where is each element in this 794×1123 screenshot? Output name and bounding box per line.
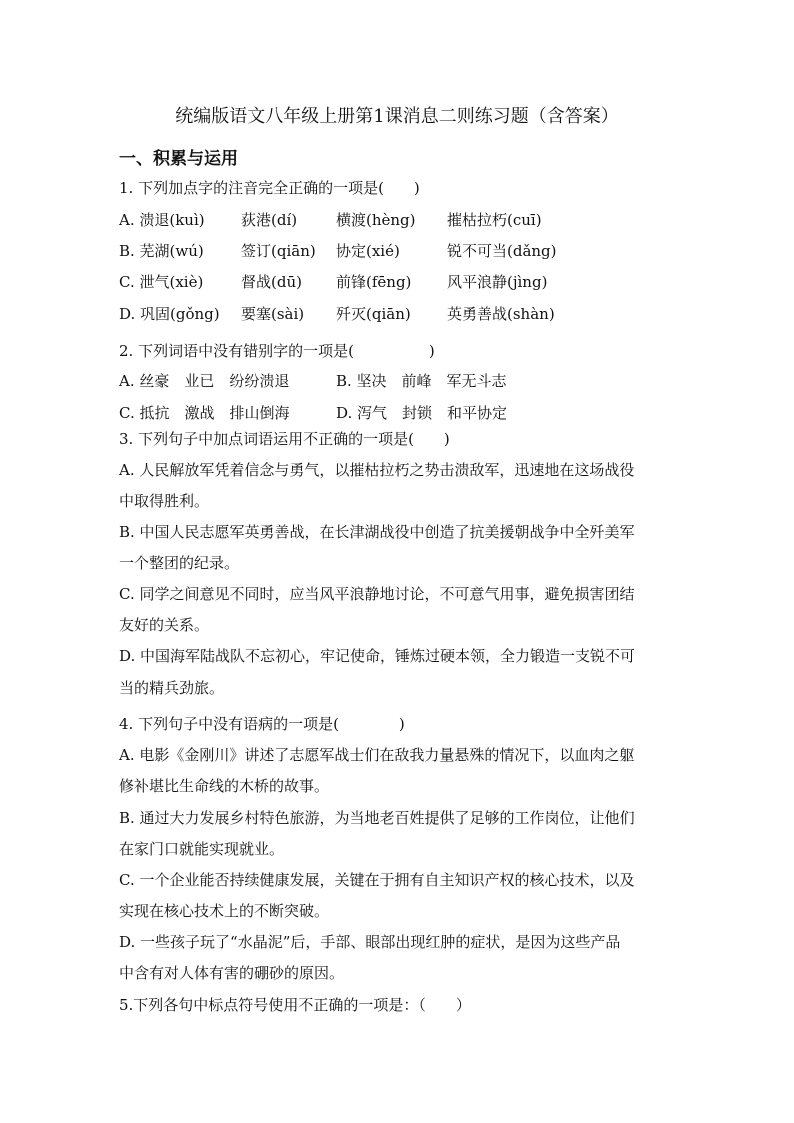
q4-option-b-line2: 在家门口就能实现就业。 — [119, 840, 285, 858]
q2-option-c: C. 抵抗 激战 排山倒海 — [119, 404, 290, 422]
q3-option-a-line2: 中取得胜利。 — [119, 492, 210, 510]
question-4-stem: 4. 下列句子中没有语病的一项是( ) — [119, 715, 405, 733]
q4-option-a-line1: A. 电影《金刚川》讲述了志愿军战士们在敌我力量悬殊的情况下，以血肉之躯 — [119, 746, 635, 764]
page-title: 统编版语文八年级上册第1课消息二则练习题（含答案） — [175, 106, 619, 127]
q2-option-a: A. 丝豪 业已 纷纷溃退 — [119, 372, 290, 390]
question-2-stem: 2. 下列词语中没有错别字的一项是( ) — [119, 342, 435, 360]
q4-option-d-line1: D. 一些孩子玩了“水晶泥”后，手部、眼部出现红肿的症状，是因为这些产品 — [119, 933, 621, 951]
q1-option-d-2: 要塞(sài) — [241, 305, 305, 323]
q1-option-c-3: 前锋(fēng) — [336, 273, 412, 291]
q2-option-b: B. 坚决 前峰 军无斗志 — [336, 372, 507, 390]
q1-option-a-4: 摧枯拉朽(cuī) — [447, 211, 542, 229]
q1-option-b-1: B. 芜湖(wú) — [119, 242, 204, 260]
q3-option-b-line2: 一个整团的纪录。 — [119, 554, 240, 572]
q4-option-c-line2: 实现在核心技术上的不断突破。 — [119, 902, 330, 920]
q3-option-c-line2: 友好的关系。 — [119, 616, 210, 634]
q1-option-d-4: 英勇善战(shàn) — [447, 305, 555, 323]
question-5-stem: 5.下列各句中标点符号使用不正确的一项是：（ ） — [119, 996, 471, 1014]
question-3-stem: 3. 下列句子中加点词语运用不正确的一项是( ) — [119, 430, 450, 448]
q4-option-b-line1: B. 通过大力发展乡村特色旅游，为当地老百姓提供了足够的工作岗位，让他们 — [119, 809, 635, 827]
question-1-stem: 1. 下列加点字的注音完全正确的一项是( ) — [119, 179, 420, 197]
q4-option-a-line2: 修补堪比生命线的木桥的故事。 — [119, 777, 330, 795]
q1-option-a-2: 荻港(dí) — [241, 211, 298, 229]
q4-option-c-line1: C. 一个企业能否持续健康发展，关键在于拥有自主知识产权的核心技术，以及 — [119, 871, 635, 889]
q3-option-c-line1: C. 同学之间意见不同时，应当风平浪静地讨论，不可意气用事，避免损害团结 — [119, 585, 635, 603]
q3-option-d-line2: 当的精兵劲旅。 — [119, 679, 225, 697]
q1-option-b-4: 锐不可当(dǎng) — [447, 242, 557, 260]
q1-option-d-3: 歼灭(qiān) — [336, 305, 411, 323]
q1-option-c-1: C. 泄气(xiè) — [119, 273, 204, 291]
q1-option-b-3: 协定(xié) — [336, 242, 400, 260]
q3-option-b-line1: B. 中国人民志愿军英勇善战，在长津湖战役中创造了抗美援朝战争中全歼美军 — [119, 523, 635, 541]
section-heading: 一、积累与运用 — [119, 149, 238, 169]
q4-option-d-line2: 中含有对人体有害的硼砂的原因。 — [119, 964, 345, 982]
q1-option-a-1: A. 溃退(kuì) — [119, 211, 205, 229]
q1-option-a-3: 横渡(hèng) — [336, 211, 416, 229]
q1-option-b-2: 签订(qiān) — [241, 242, 316, 260]
q1-option-d-1: D. 巩固(gǒng) — [119, 305, 220, 323]
q2-option-d: D. 泻气 封锁 和平协定 — [336, 404, 508, 422]
q3-option-d-line1: D. 中国海军陆战队不忘初心，牢记使命，锤炼过硬本领，全力锻造一支锐不可 — [119, 647, 636, 665]
q1-option-c-4: 风平浪静(jìng) — [447, 273, 548, 291]
q3-option-a-line1: A. 人民解放军凭着信念与勇气，以摧枯拉朽之势击溃敌军，迅速地在这场战役 — [119, 461, 635, 479]
q1-option-c-2: 督战(dū) — [241, 273, 302, 291]
